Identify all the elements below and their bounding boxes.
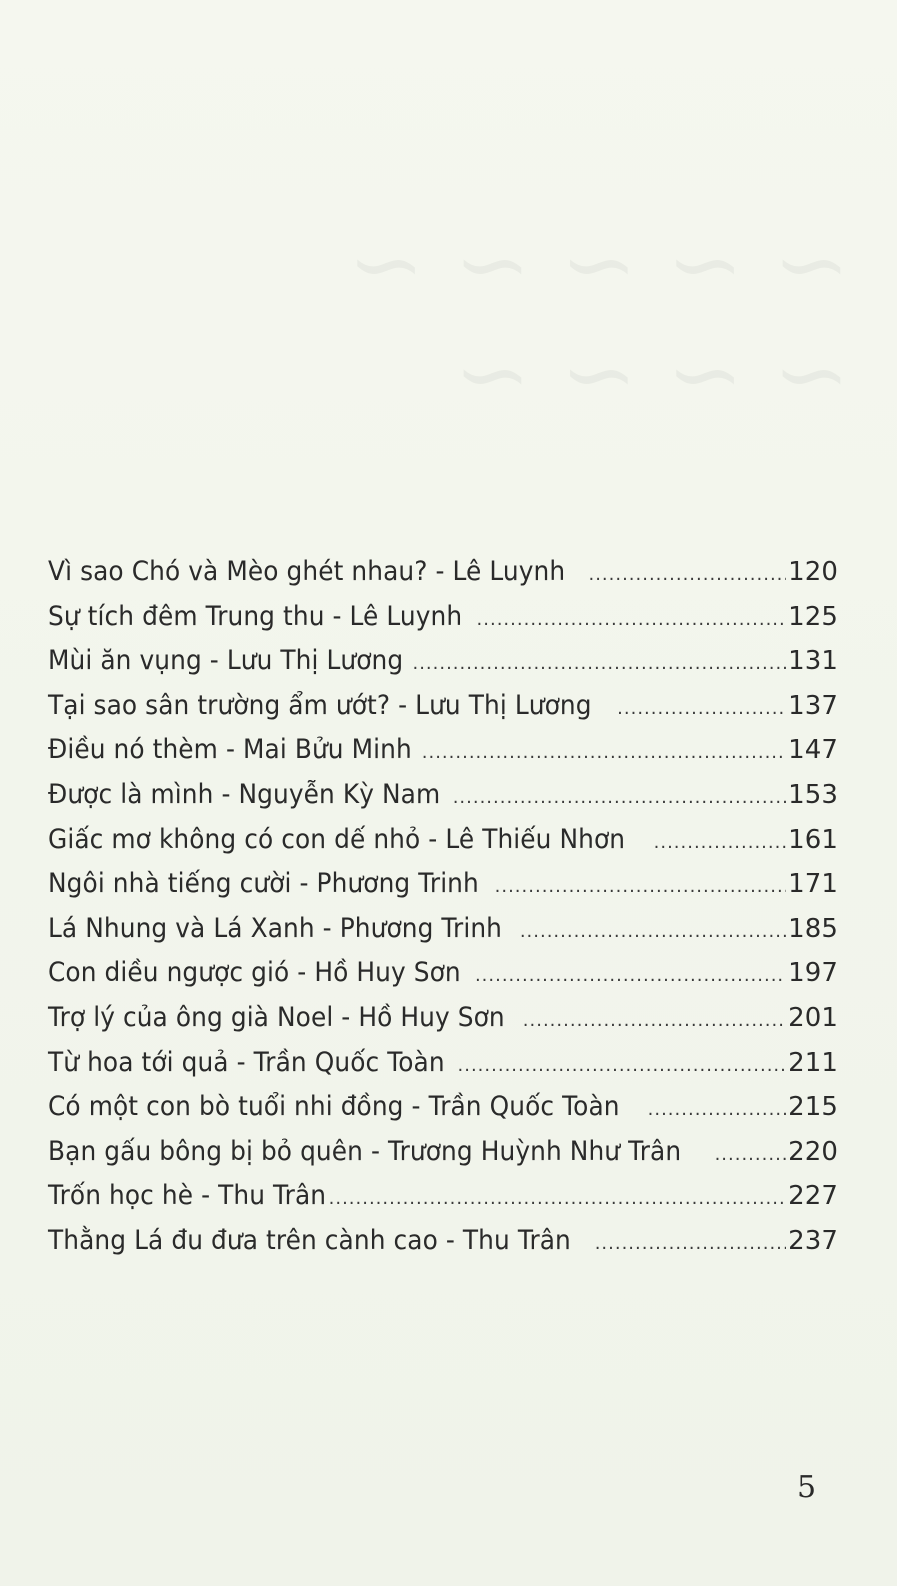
toc-dot-leader [329, 1188, 786, 1209]
toc-entry-title: Thằng Lá đu đưa trên cành cao - Thu Trân [48, 1224, 571, 1256]
toc-dot-leader [523, 1010, 786, 1031]
table-of-contents [48, 556, 838, 1270]
page-number: 5 [797, 1470, 817, 1505]
toc-dot-leader [648, 1099, 786, 1120]
toc-entry-title: Sự tích đêm Trung thu - Lê Luynh [48, 600, 463, 632]
toc-entry-page: 171 [788, 869, 838, 900]
toc-entry-page: 125 [788, 601, 838, 632]
toc-entry-title: Có một con bò tuổi nhi đồng - Trần Quốc Toàn [48, 1091, 620, 1123]
toc-entry-page: 220 [788, 1136, 838, 1167]
toc-entry-title: Con diều ngược gió - Hồ Huy Sơn [48, 957, 461, 989]
toc-entry-title: Bạn gấu bông bị bỏ quên - Trương Huỳnh Như Trân [48, 1135, 682, 1167]
toc-entry [48, 601, 838, 646]
toc-dot-leader [475, 965, 786, 986]
toc-entry-page: 197 [788, 958, 838, 989]
toc-entry-page: 147 [788, 735, 838, 766]
toc-dot-leader [458, 1055, 787, 1076]
toc-entry [48, 1136, 838, 1181]
toc-entry [48, 957, 838, 1002]
toc-entry-title: Lá Nhung và Lá Xanh - Phương Trinh [48, 912, 503, 944]
toc-entry [48, 1225, 838, 1270]
toc-entry-page: 137 [788, 690, 838, 721]
toc-entry-title: Giấc mơ không có con dế nhỏ - Lê Thiếu Nhơn [48, 823, 626, 855]
toc-entry-title: Được là mình - Nguyễn Kỳ Nam [48, 778, 441, 810]
toc-entry [48, 779, 838, 824]
toc-entry-page: 211 [788, 1047, 838, 1078]
toc-entry-title: Trợ lý của ông già Noel - Hồ Huy Sơn [48, 1001, 505, 1033]
toc-dot-leader [422, 742, 786, 763]
toc-entry-page: 153 [788, 779, 838, 810]
toc-entry-title: Từ hoa tới quả - Trần Quốc Toàn [48, 1046, 445, 1078]
toc-entry [48, 1047, 838, 1092]
toc-entry [48, 1091, 838, 1136]
toc-entry-title: Tại sao sân trường ẩm ướt? - Lưu Thị Lương [48, 689, 592, 721]
toc-entry-page: 201 [788, 1002, 838, 1033]
toc-entry-page: 227 [788, 1181, 838, 1212]
show-through-background: ~ ~ ~ ~ ~ ~ ~ ~ ~ [347, 211, 850, 428]
toc-entry-page: 215 [788, 1092, 838, 1123]
toc-dot-leader [715, 1144, 786, 1165]
toc-entry [48, 913, 838, 958]
toc-entry-page: 161 [788, 824, 838, 855]
toc-entry [48, 556, 838, 601]
toc-entry [48, 824, 838, 869]
toc-entry-title: Trốn học hè - Thu Trân [48, 1180, 327, 1212]
toc-entry-page: 185 [788, 913, 838, 944]
toc-entry-title: Điều nó thèm - Mai Bửu Minh [48, 734, 412, 766]
toc-dot-leader [453, 787, 786, 808]
toc-entry-page: 120 [788, 557, 838, 587]
toc-dot-leader [477, 609, 787, 630]
toc-dot-leader [412, 653, 786, 674]
toc-dot-leader [617, 698, 786, 719]
toc-entry [48, 690, 838, 735]
toc-entry-title: Vì sao Chó và Mèo ghét nhau? - Lê Luynh [48, 556, 566, 587]
toc-entry [48, 1180, 838, 1225]
toc-entry [48, 1002, 838, 1047]
toc-entry-page: 237 [788, 1225, 838, 1256]
toc-dot-leader [595, 1233, 786, 1254]
toc-entry-title: Ngôi nhà tiếng cười - Phương Trinh [48, 868, 479, 900]
toc-dot-leader [654, 832, 786, 853]
toc-dot-leader [520, 921, 786, 942]
toc-entry [48, 645, 838, 690]
toc-entry [48, 734, 838, 779]
toc-dot-leader [495, 876, 786, 897]
toc-dot-leader [588, 564, 786, 585]
toc-entry-page: 131 [788, 646, 838, 677]
toc-entry-title: Mùi ăn vụng - Lưu Thị Lương [48, 645, 404, 677]
toc-entry [48, 868, 838, 913]
